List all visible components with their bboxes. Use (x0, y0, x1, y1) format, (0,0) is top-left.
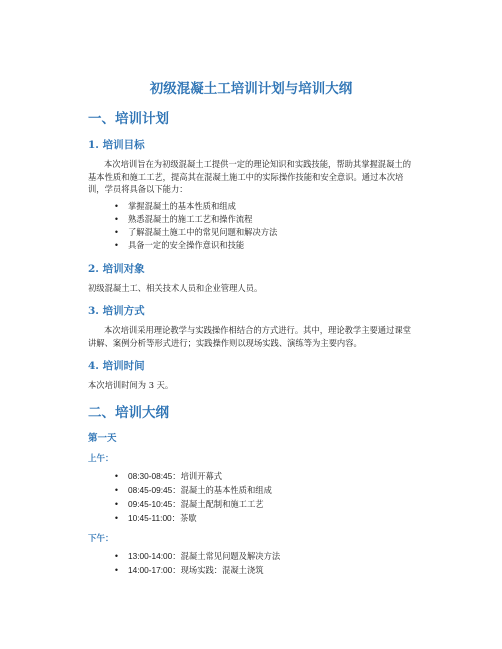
session-title: ：混凝土的基本性质和组成 (172, 484, 272, 495)
list-item (128, 497, 414, 511)
time-range: 09:45-10:45 (128, 498, 173, 509)
section-heading-outline: 二、培训大纲 (88, 404, 169, 421)
list-item (128, 483, 414, 497)
list-item: • 掌握混凝土的基本性质和组成 (128, 200, 414, 213)
document-title: 初级混凝土工培训计划与培训大纲 (149, 81, 353, 97)
afternoon-label: 下午： (88, 533, 114, 544)
day-heading: 第一天 (88, 432, 117, 444)
time-range: 08:30-08:45 (128, 470, 173, 481)
list-item: • 熟悉混凝土的施工工艺和操作流程 (128, 213, 414, 226)
session-title: ：培训开幕式 (172, 470, 223, 481)
goal-list (88, 200, 414, 252)
time-range: 14:00-17:00 (128, 564, 173, 575)
list-item (128, 563, 414, 577)
list-item: • 了解混凝土施工中的常见问题和解决方法 (128, 226, 414, 239)
subheading-duration: 4. 培训时间 (88, 360, 145, 372)
session-title: ：混凝土配制和施工工艺 (172, 498, 264, 509)
session-title: ：茶歇 (171, 512, 197, 523)
list-item (128, 549, 414, 563)
list-item (128, 511, 414, 525)
method-paragraph: 本次培训采用理论教学与实践操作相结合的方式进行。其中，理论教学主要通过课堂讲解、案例分析等形式进行；实践操作则以现场实践、演练等为主要内容。 (88, 325, 411, 348)
list-item (128, 469, 414, 483)
time-range: 10:45-11:00 (128, 512, 172, 523)
afternoon-schedule (88, 549, 414, 577)
morning-schedule (88, 469, 414, 525)
audience-paragraph: 初级混凝土工、相关技术人员和企业管理人员。 (88, 282, 263, 293)
duration-paragraph: 本次培训时间为 3 天。 (88, 380, 174, 390)
morning-label: 上午： (88, 453, 114, 464)
goal-paragraph: 本次培训旨在为初级混凝土工提供一定的理论知识和实践技能，帮助其掌握混凝土的基本性质和施工工艺，提高其在混凝土施工中的实际操作技能和安全意识。通过本次培训，学员将具备以下能力： (88, 159, 411, 194)
subheading-audience: 2. 培训对象 (88, 262, 145, 275)
subheading-method: 3. 培训方式 (88, 305, 145, 317)
session-title: ：混凝土常见问题及解决方法 (172, 550, 281, 561)
session-title: ：现场实践：混凝土浇筑 (172, 564, 264, 575)
time-range: 08:45-09:45 (128, 484, 173, 495)
section-heading-plan: 一、培训计划 (88, 111, 169, 127)
time-range: 13:00-14:00 (128, 550, 173, 561)
subheading-goal: 1. 培训目标 (88, 139, 145, 151)
list-item: • 具备一定的安全操作意识和技能 (128, 239, 414, 252)
